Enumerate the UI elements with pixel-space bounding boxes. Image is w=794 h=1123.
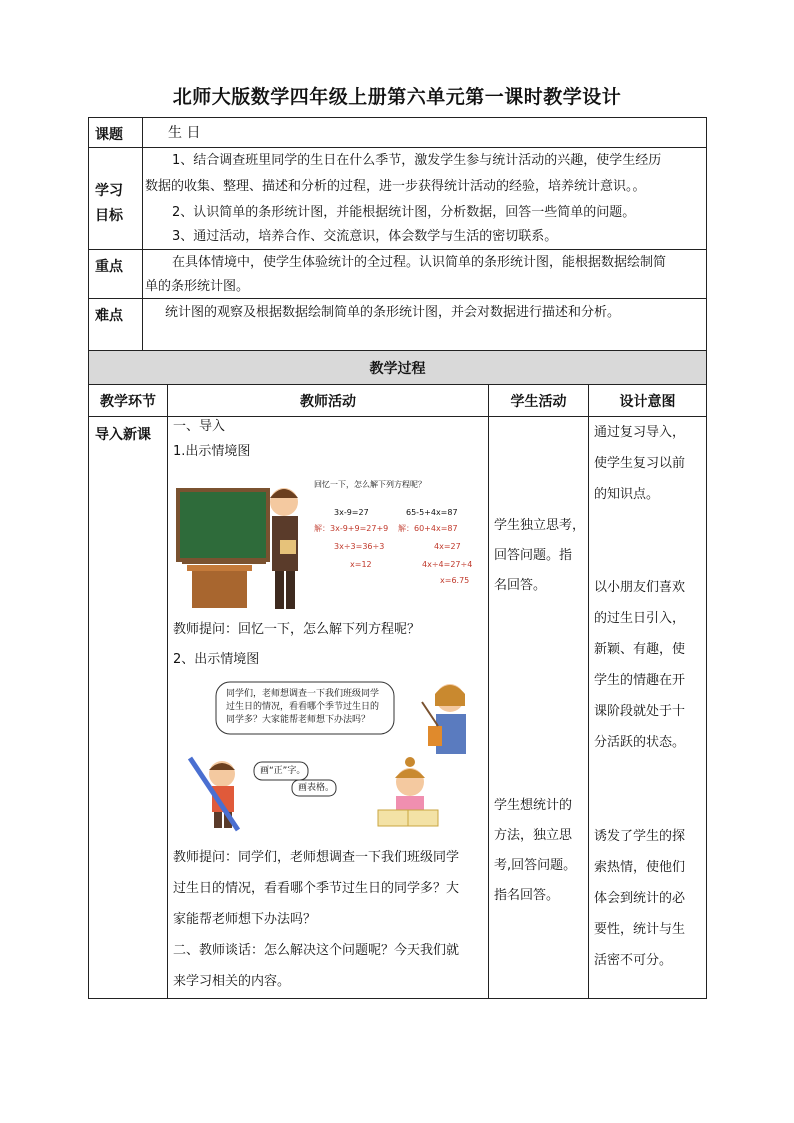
intent-2: 分活跃的状态。 bbox=[594, 735, 686, 750]
difficulty-text: 统计图的观察及根据数据绘制简单的条形统计图，并会对数据进行描述和分析。 bbox=[165, 305, 621, 320]
teacher-talk: 来学习相关的内容。 bbox=[173, 974, 291, 989]
illus1-right-eq: 4x÷4=27÷4 bbox=[422, 560, 473, 569]
illus2-boy-bubble: 画“正”字。 bbox=[260, 766, 306, 776]
page-title: 北师大版数学四年级上册第六单元第一课时教学设计 bbox=[172, 86, 622, 108]
process-section-title: 教学过程 bbox=[369, 361, 426, 377]
student-activity-1: 名回答。 bbox=[494, 578, 547, 593]
key-label: 重点 bbox=[95, 259, 123, 275]
col-header-stage: 教学环节 bbox=[100, 394, 156, 410]
illus1-prompt: 回忆一下，怎么解下列方程呢？ bbox=[314, 480, 426, 489]
col-header-student: 学生活动 bbox=[510, 394, 567, 410]
illus2-girl-bubble: 画表格。 bbox=[298, 783, 335, 793]
col-header-intent: 设计意图 bbox=[619, 394, 676, 410]
illus2-bubble: 同学多？大家能帮老师想下办法吗？ bbox=[226, 715, 371, 725]
intent-1: 的知识点。 bbox=[594, 487, 660, 502]
teacher-step1: 一、导入 bbox=[173, 419, 226, 434]
goals-line: 2、认识简单的条形统计图，并能根据统计图，分析数据，回答一些简单的问题。 bbox=[172, 205, 636, 220]
table-divider bbox=[142, 117, 143, 350]
difficulty-label: 难点 bbox=[95, 308, 123, 324]
intent-1: 使学生复习以前 bbox=[594, 456, 686, 471]
goals-line: 1、结合调查班里同学的生日在什么季节，激发学生参与统计活动的兴趣，使学生经历 bbox=[172, 153, 662, 168]
intent-1: 通过复习导入， bbox=[594, 425, 686, 440]
table-divider bbox=[588, 384, 589, 998]
illus1-left-eq: x=12 bbox=[350, 560, 372, 569]
stage-label: 导入新课 bbox=[95, 427, 151, 443]
illustration-equations bbox=[172, 470, 484, 610]
topic-label: 课题 bbox=[95, 127, 123, 143]
teacher-step1-sub: 1.出示情境图 bbox=[173, 444, 251, 459]
col-header-teacher: 教师活动 bbox=[300, 394, 356, 410]
student-activity-2: 方法，独立思 bbox=[494, 828, 573, 843]
illus1-right-eq: 65-5+4x=87 bbox=[406, 508, 458, 517]
illus1-right-eq: 4x=27 bbox=[434, 542, 461, 551]
goals-label-2: 目标 bbox=[95, 208, 123, 224]
intent-2: 课阶段就处于十 bbox=[594, 704, 686, 719]
table-divider bbox=[167, 384, 168, 998]
student-activity-2: 学生想统计的 bbox=[494, 798, 573, 813]
teacher-step2: 2、出示情境图 bbox=[173, 652, 260, 667]
teacher-question2: 过生日的情况，看看哪个季节过生日的同学多？大 bbox=[173, 881, 460, 896]
illus1-right-eq: 解：60+4x=87 bbox=[398, 524, 458, 533]
intent-3: 要性，统计与生 bbox=[594, 922, 686, 937]
teacher-talk: 二、教师谈话：怎么解决这个问题呢？今天我们就 bbox=[173, 943, 460, 958]
student-activity-1: 学生独立思考， bbox=[494, 518, 586, 533]
table-border-top bbox=[88, 117, 707, 118]
illus2-bubble: 过生日的情况，看看哪个季节过生日的 bbox=[226, 702, 380, 712]
illus2-bubble: 同学们，老师想调查一下我们班级同学 bbox=[226, 689, 380, 699]
teacher-chalkboard-illustration bbox=[172, 470, 484, 610]
intent-3: 诱发了学生的探 bbox=[594, 829, 686, 844]
student-activity-2: 考,回答问题。 bbox=[494, 858, 577, 873]
intent-2: 学生的情趣在开 bbox=[594, 673, 686, 688]
teacher-question1: 教师提问：回忆一下，怎么解下列方程呢？ bbox=[173, 622, 421, 637]
goals-label-1: 学习 bbox=[95, 183, 123, 199]
key-line: 在具体情境中，使学生体验统计的全过程。认识简单的条形统计图，能根据数据绘制简 bbox=[172, 255, 667, 270]
intent-3: 活密不可分。 bbox=[594, 953, 673, 968]
illus1-right-eq: x=6.75 bbox=[440, 576, 470, 585]
table-divider bbox=[488, 384, 489, 998]
intent-2: 新颖、有趣，使 bbox=[594, 642, 686, 657]
table-divider bbox=[88, 384, 707, 385]
goals-line: 数据的收集、整理、描述和分析的过程，进一步获得统计活动的经验，培养统计意识。。 bbox=[145, 179, 646, 194]
intent-2: 的过生日引入， bbox=[594, 611, 686, 626]
table-border-left bbox=[88, 117, 89, 999]
illus1-left-eq: 3x÷3=36÷3 bbox=[334, 542, 385, 551]
table-border-right bbox=[706, 117, 707, 999]
key-line: 单的条形统计图。 bbox=[145, 279, 250, 294]
goals-line: 3、通过活动，培养合作、交流意识，体会数学与生活的密切联系。 bbox=[172, 229, 558, 244]
intent-3: 索热情，使他们 bbox=[594, 860, 686, 875]
intent-3: 体会到统计的必 bbox=[594, 891, 686, 906]
table-border-bottom bbox=[88, 998, 707, 999]
teacher-question2: 家能帮老师想下办法吗？ bbox=[173, 912, 317, 927]
illus1-left-eq: 解：3x-9+9=27+9 bbox=[314, 524, 389, 533]
student-activity-2: 指名回答。 bbox=[494, 888, 560, 903]
illustration-survey bbox=[182, 676, 482, 836]
intent-2: 以小朋友们喜欢 bbox=[594, 580, 686, 595]
teacher-question2: 教师提问：同学们，老师想调查一下我们班级同学 bbox=[173, 850, 460, 865]
illus1-left-eq: 3x-9=27 bbox=[334, 508, 369, 517]
topic-value: 生 日 bbox=[168, 125, 201, 141]
student-activity-1: 回答问题。指 bbox=[494, 548, 573, 563]
